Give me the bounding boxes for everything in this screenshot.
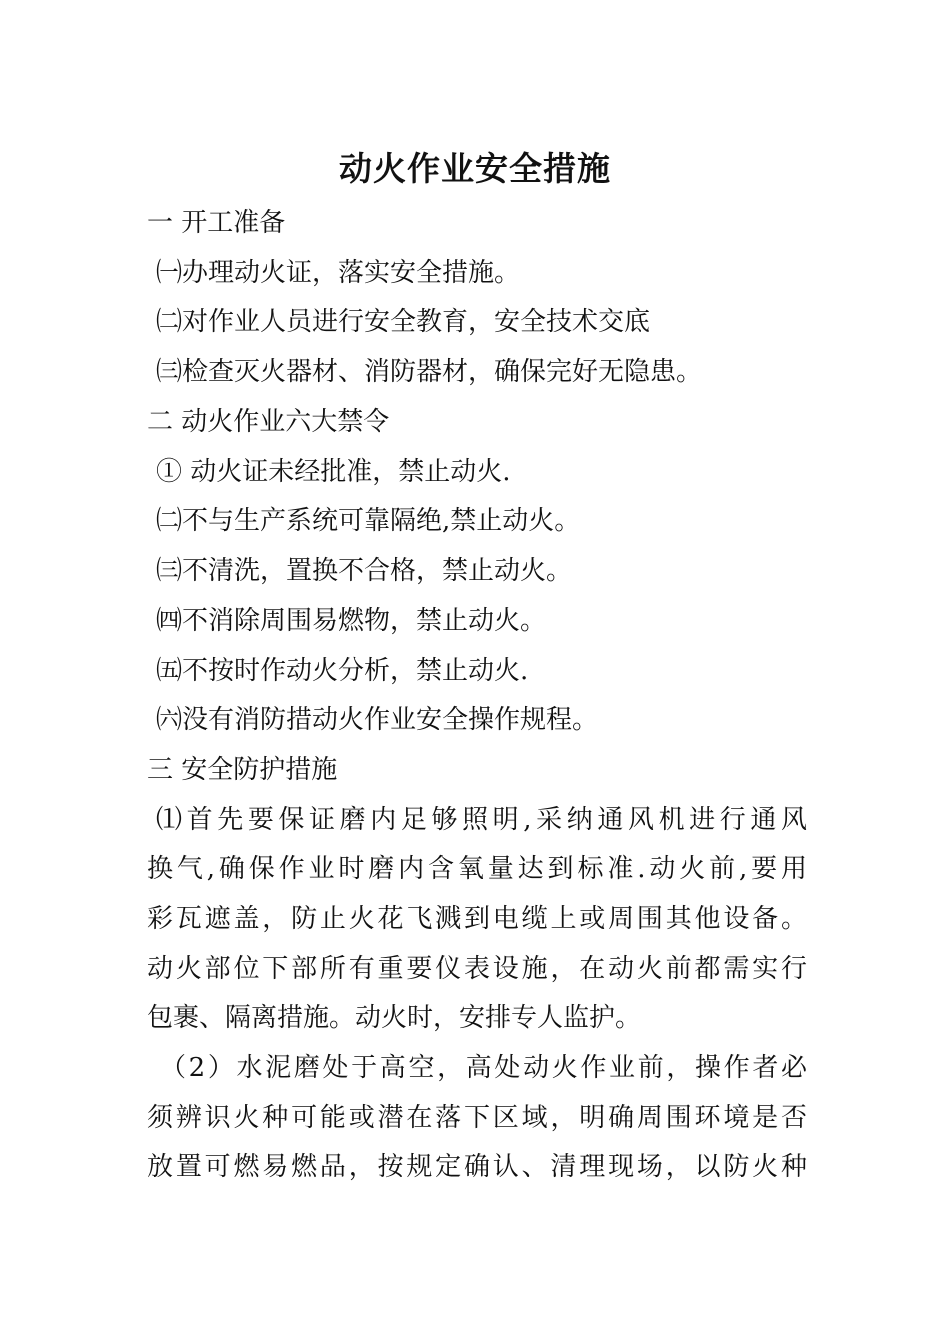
paragraph-line: 彩瓦遮盖，防止火花飞溅到电缆上或周围其他设备。 (147, 904, 807, 934)
paragraph-line: 须辨识火种可能或潜在落下区域，明确周围环境是否 (147, 1103, 807, 1133)
list-item: ㈠办理动火证，落实安全措施。 (156, 258, 521, 288)
list-item: ㈡对作业人员进行安全教育，安全技术交底 (156, 307, 651, 337)
paragraph-line: 换气,确保作业时磨内含氧量达到标准.动火前,要用 (147, 854, 807, 884)
paragraph-line: （2）水泥磨处于高空，高处动火作业前，操作者必 (160, 1053, 807, 1083)
paragraph-line: 动火部位下部所有重要仪表设施，在动火前都需实行 (147, 954, 807, 984)
list-item: ㈤不按时作动火分析，禁止动火. (156, 656, 529, 686)
document-title: 动火作业安全措施 (339, 149, 611, 188)
section-heading-2: 二 动火作业六大禁令 (147, 407, 390, 437)
list-item: ㈢不清洗，置换不合格，禁止动火。 (156, 556, 573, 586)
paragraph-line: ⑴首先要保证磨内足够照明,采纳通风机进行通风 (156, 805, 807, 835)
list-item: ① 动火证未经批准，禁止动火. (156, 457, 511, 487)
paragraph-line: 包裹、隔离措施。动火时，安排专人监护。 (147, 1003, 642, 1033)
paragraph-line: 放置可燃易燃品，按规定确认、清理现场，以防火种 (147, 1152, 807, 1182)
section-heading-3: 三 安全防护措施 (147, 755, 338, 785)
list-item: ㈥没有消防措动火作业安全操作规程。 (156, 705, 599, 735)
list-item: ㈡不与生产系统可靠隔绝,禁止动火。 (156, 506, 581, 536)
list-item: ㈣不消除周围易燃物，禁止动火。 (156, 606, 547, 636)
section-heading-1: 一 开工准备 (147, 208, 286, 238)
list-item: ㈢检查灭火器材、消防器材，确保完好无隐患。 (156, 357, 703, 387)
